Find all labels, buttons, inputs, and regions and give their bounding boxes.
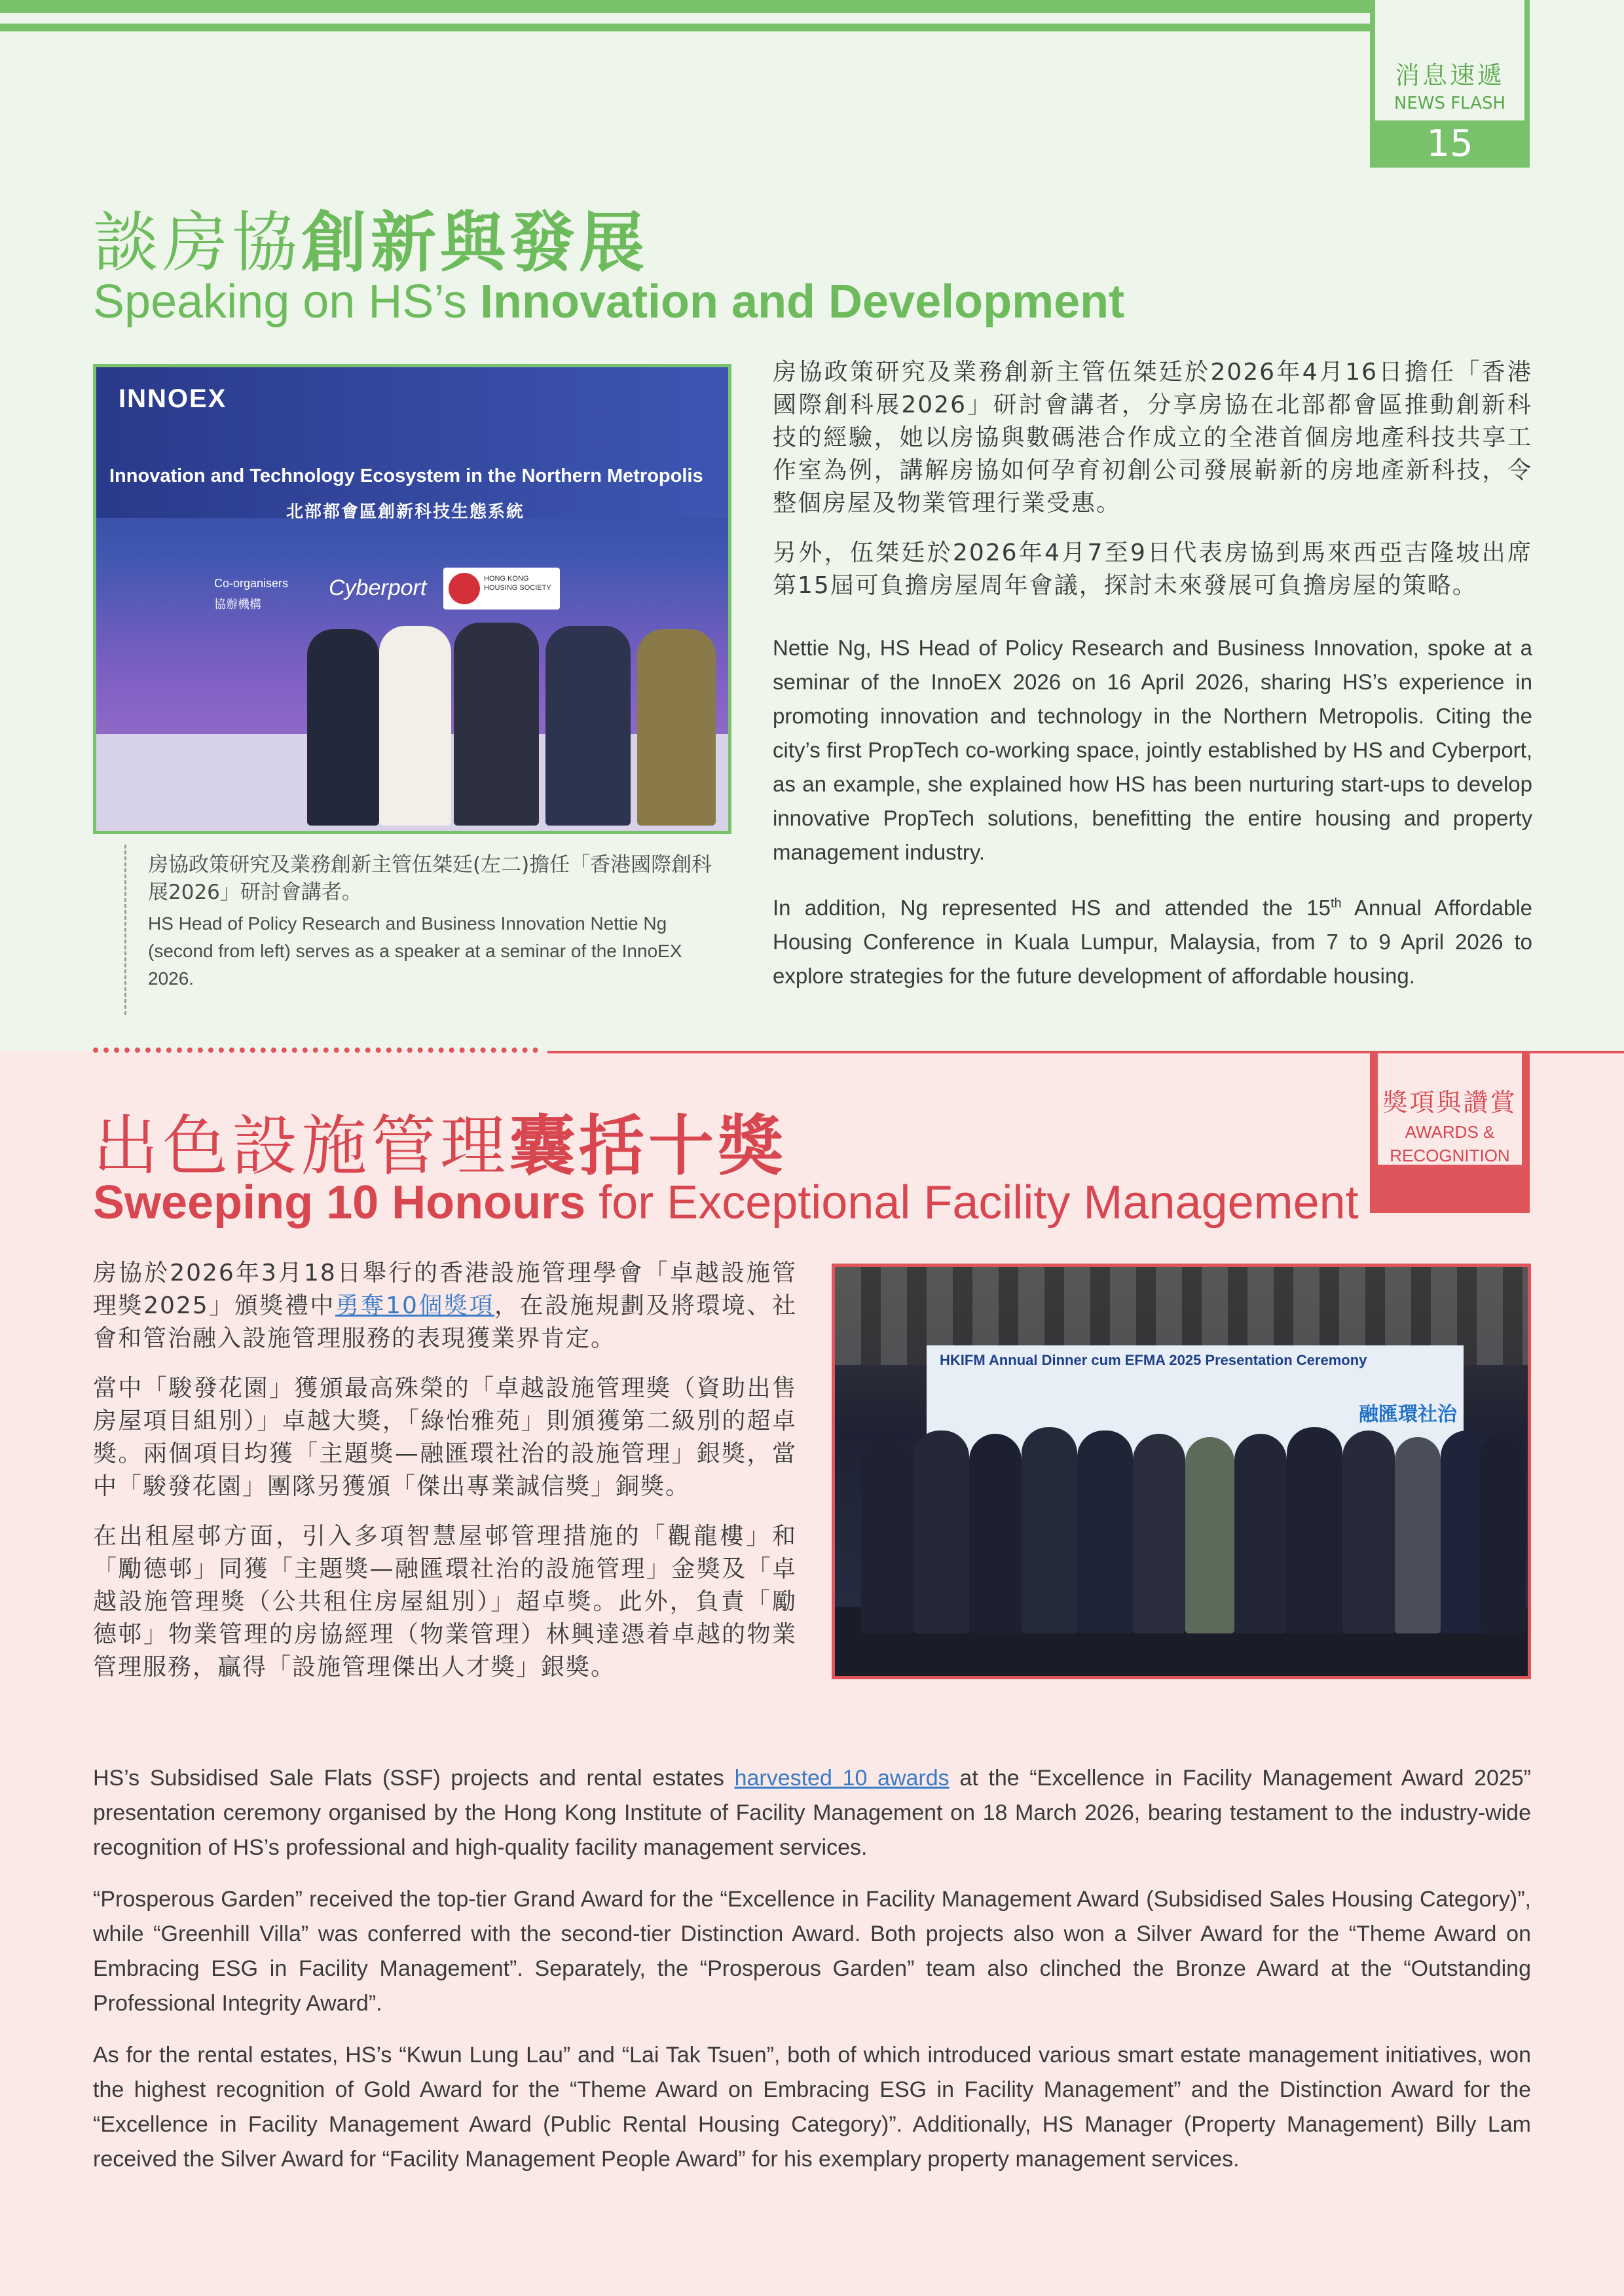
photo-banner-zh: 北部都會區創新科技生態系統 — [286, 501, 525, 521]
header-rule-bottom — [0, 24, 1375, 31]
article2-para-en-1: HS’s Subsidised Sale Flats (SSF) projects and rental estates harvested 10 awards at the “Excellence in Facility Management Award 2025” presentation ceremony organised by the Hong Kong Institute of Facility Management on 18 March 2026, bearing testament to the industry-wide recognition of HS’s professional and high-quality facility management services. — [93, 1766, 1531, 1860]
photo-coorganisers-en: Co-organisers — [214, 577, 289, 590]
award-ceremony-photo — [832, 1264, 1531, 1679]
article1-title-en: Speaking on HS’s Innovation and Development — [93, 276, 1125, 328]
person-3 — [454, 623, 539, 826]
section-tab-awards — [1370, 1053, 1530, 1213]
awards-link-en[interactable]: harvested 10 awards — [734, 1766, 950, 1791]
attendee-8 — [1234, 1434, 1287, 1633]
attendee-2 — [913, 1430, 969, 1633]
awards-label-en-2: RECOGNITION — [1390, 1146, 1510, 1165]
ceremony-banner: HKIFM Annual Dinner cum EFMA 2025 Presentation Ceremony — [940, 1352, 1367, 1368]
section-label-en: NEWS FLASH — [1393, 94, 1506, 113]
article2-para-en-3: As for the rental estates, HS’s “Kwun Lung Lau” and “Lai Tak Tsuen”, both of which introduced various smart estate management initiatives, won the highest recognition of Gold Award for the “Theme Award on Embracing ESG in Facility Management” and the Distinction Award for the “Excellence in Facility Management Award (Public Rental Housing Category)”. Additionally, HS Manager (Property Management) Billy Lam received the Silver Award for “Facility Management People Award” for his exemplary property management services. — [93, 2043, 1531, 2172]
cyberport-logo: Cyberport — [329, 575, 427, 600]
attendee-4 — [1022, 1427, 1077, 1633]
section-divider-dots — [93, 1048, 538, 1053]
awards-label-en-1: AWARDS & — [1405, 1122, 1495, 1142]
caption-en: HS Head of Policy Research and Business Innovation Nettie Ng (second from left) serves as a speaker at a seminar of the InnoEX 2026. — [148, 913, 682, 989]
hs-logo-icon — [449, 573, 480, 604]
article2-body-zh — [93, 1257, 797, 1701]
article2-para-en-2: “Prosperous Garden” received the top-tier Grand Award for the “Excellence in Facility Management Award (Subsidised Sales Housing Category)”, while “Greenhill Villa” was conferred with the second-tier Distinction Award. Both projects also won a Silver Award for the “Theme Award on Embracing ESG in Facility Management”. Separately, the “Prosperous Garden” team also clinched the Bronze Award at the “Outstanding Professional Integrity Award”. — [93, 1887, 1531, 2016]
person-5 — [637, 629, 716, 826]
attendee-6 — [1133, 1434, 1185, 1633]
attendee-7 — [1185, 1437, 1234, 1633]
attendee-5 — [1077, 1430, 1133, 1633]
article1-para-en-2: In addition, Ng represented HS and attended the 15th Annual Affordable Housing Conference in Kuala Lumpur, Malaysia, from 7 to 9 April 2026 to explore strategies for the future development of affordable housing. — [773, 896, 1533, 988]
hs-logo-text: HONG KONG HOUSING SOCIETY — [484, 575, 551, 592]
ceremony-side-text: 融匯環社治 — [1359, 1404, 1457, 1425]
article2-para-zh-2: 當中「駿發花園」獲頒最高殊榮的「卓越設施管理獎（資助出售房屋項目組別）」卓越大獎，「綠怡雅苑」則頒獲第二級別的超卓獎。兩個項目均獲「主題獎—融匯環社治的設施管理」銀獎，當中「駿發花園」團隊另獲頒「傑出專業誠信獎」銅獎。 — [93, 1375, 797, 1500]
attendee-10 — [1342, 1430, 1395, 1633]
attendee-1 — [861, 1437, 913, 1633]
header-rule-top — [0, 0, 1375, 13]
section-tab-news-flash — [1370, 0, 1530, 168]
attendee-3 — [969, 1434, 1022, 1633]
page-number: 15 — [1370, 120, 1530, 168]
article2-para-zh-1: 房協於2026年3月18日舉行的香港設施管理學會「卓越設施管理獎2025」頒獎禮中勇奪10個獎項，在設施規劃及將環境、社會和管治融入設施管理服務的表現獲業界肯定。 — [93, 1260, 797, 1352]
article1-para-zh-1: 房協政策研究及業務創新主管伍桀廷於2026年4月16日擔任「香港國際創科展2026」研討會講者，分享房協在北部都會區推動創新科技的經驗，她以房協與數碼港合作成立的全港首個房地產科技共享工作室為例，講解房協如何孕育初創公司發展嶄新的房地產新科技，令整個房屋及物業管理行業受惠。 — [773, 359, 1532, 517]
article1-para-en-1: Nettie Ng, HS Head of Policy Research and Business Innovation, spoke at a seminar of the InnoEX 2026 on 16 April 2026, sharing HS’s experience in promoting innovation and technology in the Northern Metropolis. Citing the city’s first PropTech co-working space, jointly established by HS and Cyberport, as an example, she explained how HS has been nurturing start-ups to develop innovative PropTech solutions, benefitting the entire housing and property management industry. — [773, 636, 1532, 864]
innoex-logo: INNOEX — [119, 384, 227, 413]
article2-title-zh: 出色設施管理囊括十獎 — [93, 1108, 787, 1184]
attendee-13 — [1480, 1434, 1526, 1633]
person-1 — [307, 629, 379, 826]
innoex-seminar-photo — [93, 364, 731, 834]
hs-logo-box — [443, 568, 560, 610]
person-2 — [379, 626, 451, 826]
photo1-caption — [148, 851, 731, 993]
article2-title-en: Sweeping 10 Honours for Exceptional Facility Management — [93, 1176, 1359, 1229]
attendee-11 — [1395, 1437, 1441, 1633]
section-label-zh: 消息速遞 — [1394, 61, 1505, 90]
article2-para-zh-3: 在出租屋邨方面，引入多項智慧屋邨管理措施的「觀龍樓」和「勵德邨」同獲「主題獎—融匯環社治的設施管理」金獎及「卓越設施管理獎（公共租住房屋組別）」超卓獎。此外，負責「勵德邨」物業管理的房協經理（物業管理）林興達憑着卓越的物業管理服務，贏得「設施管理傑出人才獎」銀獎。 — [93, 1523, 797, 1681]
article1-title-zh: 談房協創新與發展 — [93, 204, 648, 281]
attendee-9 — [1287, 1427, 1342, 1633]
person-4 — [545, 626, 631, 826]
article1-body — [773, 356, 1532, 1010]
caption-divider — [124, 845, 126, 1015]
photo-banner-en: Innovation and Technology Ecosystem in the Northern Metropolis — [109, 465, 703, 486]
awards-label-zh: 獎項與讚賞 — [1382, 1088, 1517, 1117]
awards-link-zh[interactable]: 勇奪10個獎項 — [335, 1292, 495, 1319]
photo-coorganisers-zh: 協辦機構 — [214, 598, 261, 611]
article1-para-zh-2: 另外，伍桀廷於2026年4月7至9日代表房協到馬來西亞吉隆坡出席第15屆可負擔房屋周年會議，探討未來發展可負擔房屋的策略。 — [773, 539, 1532, 599]
caption-zh: 房協政策研究及業務創新主管伍桀廷(左二)擔任「香港國際創科展2026」研討會講者。 — [148, 853, 712, 904]
article2-body-en — [93, 1761, 1531, 2194]
